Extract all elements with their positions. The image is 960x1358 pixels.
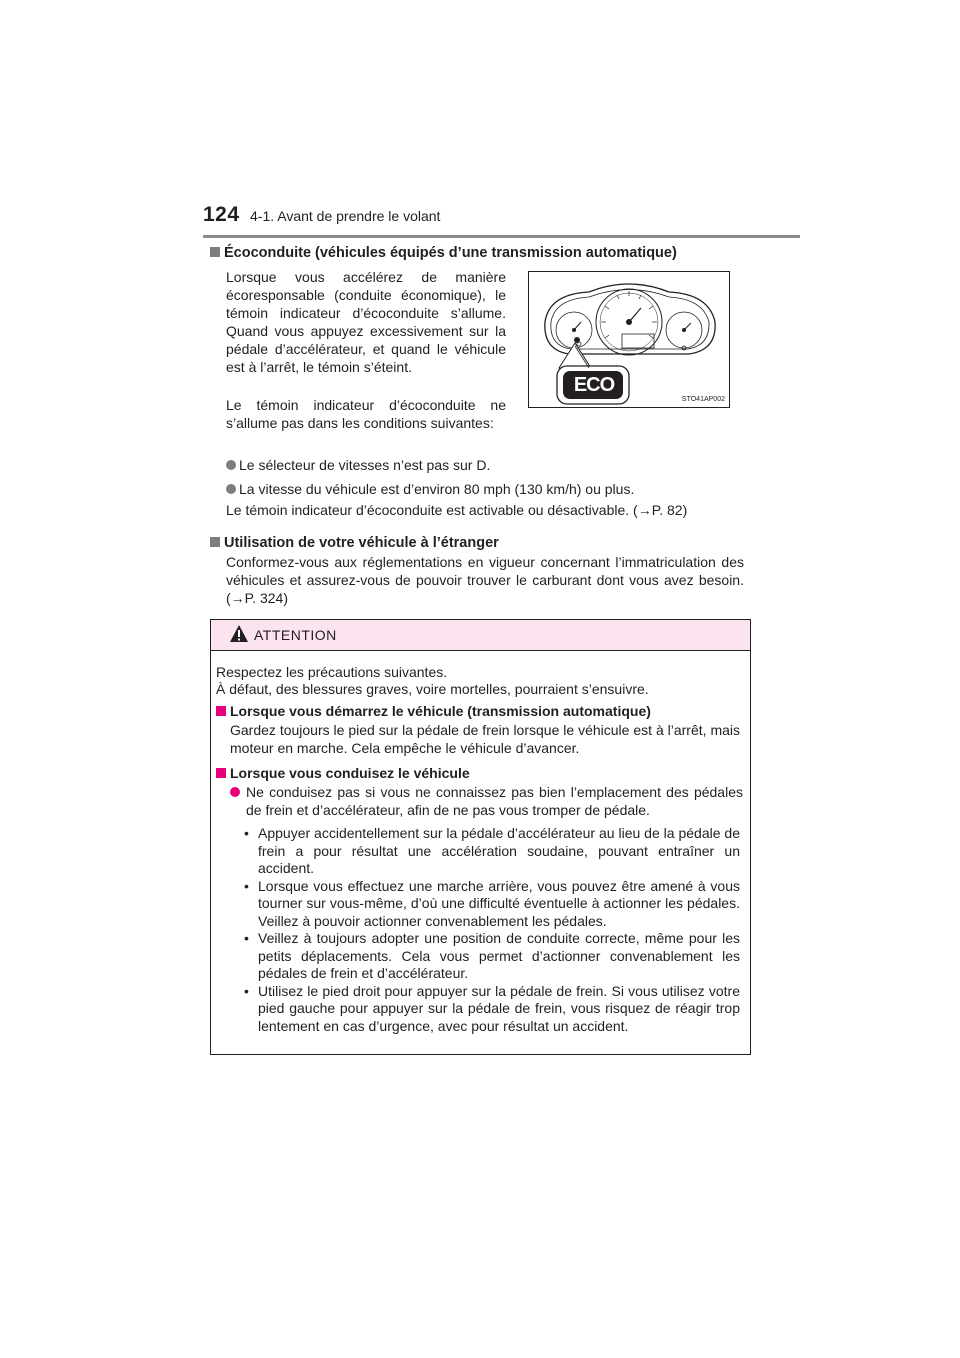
square-bullet-icon — [210, 247, 220, 257]
abroad-paragraph: Conformez-vous aux réglementations en vigueur concernant l’immatriculation des véhicules et assurez-vous de pouvoir trouver le carburant dont vous avez besoin. (→P. 324) — [226, 554, 744, 606]
attention-subsection-2-bullet: Ne conduisez pas si vous ne connaissez pas bien l’emplacement des pédales de frein et d’accélérateur, afin de ne pas vous tromper de pédale. — [230, 783, 743, 819]
pink-square-bullet-icon — [216, 768, 226, 778]
attention-subsection-1-title: Lorsque vous démarrez le véhicule (transmission automatique) — [216, 702, 651, 720]
pink-round-bullet-icon — [230, 787, 240, 797]
list-item: • Appuyer accidentellement sur la pédale d’accélérateur au lieu de la pédale de frein a pour résultat une accélération soudaine, pouvant entraîner un accident. — [244, 825, 740, 878]
eco-paragraph-2: Le témoin indicateur d’écoconduite ne s’allume pas dans les conditions suivantes: — [226, 397, 506, 431]
page-number: 124 — [203, 203, 240, 226]
figure-code: STO41AP002 — [681, 396, 725, 403]
attention-header — [211, 620, 750, 651]
pink-square-bullet-icon — [216, 706, 226, 716]
abroad-section-title: Utilisation de votre véhicule à l’étranger — [210, 534, 499, 552]
attention-subsection-1-text: Gardez toujours le pied sur la pédale de frein lorsque le véhicule est à l’arrêt, mais moteur en marche. Cela empêche le véhicule d’avancer. — [230, 722, 740, 756]
eco-indicator-label: ECO — [573, 374, 615, 396]
page-header — [203, 203, 800, 238]
eco-section-title: Écoconduite (véhicules équipés d’une transmission automatique) — [210, 244, 677, 262]
list-item: • Veillez à toujours adopter une position de conduite correcte, même pour les petits déplacements. Cela vous permet d’actionner convenablement les pédales de frein et d’accélérateur. — [244, 930, 740, 983]
chapter-title: 4-1. Avant de prendre le volant — [250, 208, 441, 224]
warning-triangle-icon — [229, 624, 249, 644]
list-item: • Utilisez le pied droit pour appuyer sur la pédale de frein. Si vous utilisez votre pied gauche pour appuyer sur la pédale de frein, vous risquez de réagir trop lentement en cas d’urgence, avec pour résultat un accident. — [244, 983, 740, 1036]
list-item: • Lorsque vous effectuez une marche arrière, vous pouvez être amené à vous tourner sur vous-même, d’où une difficulté éventuelle à actionner les pédales. Veillez à pouvoir actionner convenablement les pédales. — [244, 878, 740, 931]
attention-title: ATTENTION — [254, 627, 337, 643]
instrument-cluster-illustration — [529, 272, 729, 407]
instrument-cluster-figure — [528, 271, 730, 408]
attention-intro-1: Respectez les précautions suivantes. — [216, 664, 448, 680]
round-bullet-icon — [226, 460, 236, 470]
eco-bullet-1: Le sélecteur de vitesses n’est pas sur D. — [226, 456, 490, 474]
attention-detail-list — [244, 825, 740, 1035]
attention-box — [210, 619, 751, 1055]
eco-bullet-2: La vitesse du véhicule est d’environ 80 mph (130 km/h) ou plus. — [226, 480, 634, 498]
eco-paragraph-1: Lorsque vous accélérez de manière écoresponsable (conduite économique), le témoin indicateur d’écoconduite s’allume. Quand vous appuyez excessivement sur la pédale d’accélérateur, et quand le véhicule est à l’arrêt, le témoin s’éteint. — [226, 269, 506, 375]
attention-subsection-2-title: Lorsque vous conduisez le véhicule — [216, 764, 470, 782]
attention-intro-2: À défaut, des blessures graves, voire mortelles, pourraient s’ensuivre. — [216, 681, 649, 697]
square-bullet-icon — [210, 537, 220, 547]
round-bullet-icon — [226, 484, 236, 494]
eco-paragraph-3: Le témoin indicateur d’écoconduite est activable ou désactivable. (→P. 82) — [226, 502, 688, 518]
